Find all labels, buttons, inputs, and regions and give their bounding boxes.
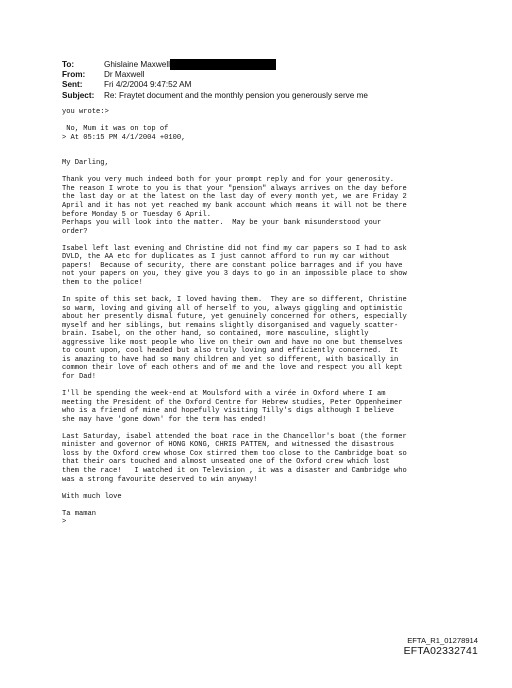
salutation: My Darling, — [62, 159, 109, 168]
to-label: To: — [62, 60, 75, 69]
from-label: From: — [62, 70, 86, 80]
from-row — [62, 70, 368, 80]
closing: With much love — [62, 492, 122, 501]
subject-label: Subject: — [62, 90, 95, 100]
footer-ref-1: EFTA_R1_01278914 — [407, 636, 478, 645]
paragraph-weekend: I'll be spending the week-end at Moulsford with a virée in Oxford where I am meeting the President of the Oxford Centre for Hebrew studies, Peter Oppenheimer who is a friend of mine and hopefully visiting Tilly's digs although I believe she may have 'gone down' for the term has ended! — [62, 390, 403, 424]
paragraph-daughters: In spite of this set back, I loved having them. They are so different, Christine so warm, loving and giving all of herself to you, always giggling and optimistic about her presently dismal future, yet genuinely concerned for others, especially myself and her siblings, but remains slightly disorganised and vaguely scatter- brain. Isabel, on the other hand, so contained, more masculine, slightly aggressive like most people who live on their own and have no one but themselves to count upon, cool headed but also truly loving and efficiently concerned. It is amazing to have had so many children and yet so different, with basically in common their love of each others and of me and the love and respect you all kept for Dad! — [62, 296, 407, 381]
redaction-box — [170, 59, 276, 70]
paragraph-pension: Thank you very much indeed both for your prompt reply and for your generosity. The reason I wrote to you is that your "pension" always arrives on the day before the last day or at the latest on the last day of every month yet, we are Friday 2 April and it has not yet reached my bank account which means it will not be there before Monday 5 or Tuesday 6 April. Perhaps you will look into the matter. May be your bank misunderstood your order? — [62, 176, 407, 236]
email-body — [62, 108, 502, 527]
from-value: Dr Maxwell — [104, 70, 145, 80]
sent-row — [62, 80, 368, 90]
paragraph-boat-race: Last Saturday, isabel attended the boat race in the Chancellor's boat (the former minister and governor of HONG KONG, CHRIS PATTEN, and witnessed the disastrous loss by the Oxford crew whose Cox stirred them too close to the Cambridge boat so that their oars touched and almost unseated one of the Oxford crew which lost them the race! I watched it on Television , it was a disaster and Cambridge who was a strong favourite deserved to win anyway! — [62, 432, 407, 484]
sent-value: Fri 4/2/2004 9:47:52 AM — [104, 80, 192, 90]
subject-value: Re: Fraytet document and the monthly pension you generously serve me — [104, 90, 368, 100]
quote-intro: you wrote:> — [62, 108, 109, 116]
footer-ref-2: EFTA02332741 — [403, 646, 478, 657]
quote-block: No, Mum it was on top of > At 05:15 PM 4/1/2004 +0100, — [62, 125, 186, 142]
to-value: Ghislaine Maxwell — [104, 60, 170, 69]
paragraph-car-papers: Isabel left last evening and Christine did not find my car papers so I had to ask DVLD, the AA etc for duplicates as I just cannot afford to run my car without papers! Because of security, there are constant police barrages and if you have not your papers on you, they give you 3 days to go in an impossible place to show them to the police! — [62, 244, 407, 287]
subject-row — [62, 91, 368, 101]
sent-label: Sent: — [62, 80, 83, 90]
signature: Ta maman > — [62, 509, 97, 527]
